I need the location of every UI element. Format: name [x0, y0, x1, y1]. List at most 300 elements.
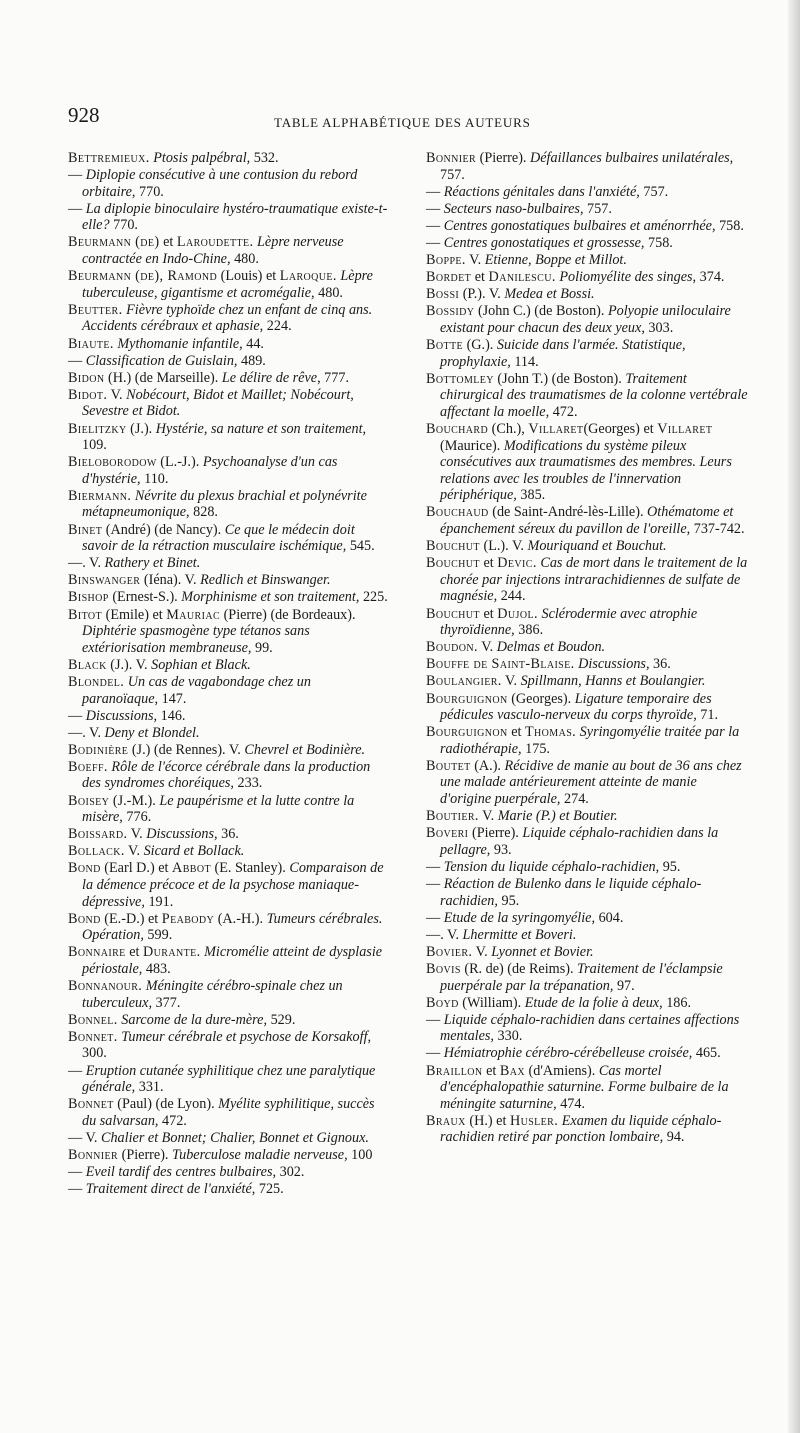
entry-ref: (Ernest-S.).	[108, 589, 182, 606]
entry-author: Biermann.	[68, 487, 132, 504]
entry-title: Cas mortel d'encéphalopathie saturnine. Forme bulbaire de la méningite saturnine,	[440, 1062, 729, 1112]
entry-ref: —	[426, 1045, 444, 1062]
entry-title: Mythomanie infantile,	[117, 335, 243, 352]
entry-author: Bonnaire	[68, 944, 126, 961]
entry-ref: et	[471, 269, 489, 286]
entry-author: Bouchut	[426, 555, 480, 572]
index-entry	[68, 843, 390, 860]
index-entry	[68, 1164, 390, 1181]
index-entry	[68, 370, 390, 387]
index-entry	[68, 944, 390, 977]
entry-page: 331.	[135, 1079, 164, 1096]
index-entry	[426, 808, 748, 825]
entry-author: Boveri	[426, 825, 469, 842]
index-entry	[426, 825, 748, 858]
entry-ref: (E.-D.) et	[100, 910, 162, 927]
entry-title: Méningite cérébro-spinale chez un tuberculeux,	[82, 978, 343, 1011]
entry-page: 828.	[189, 504, 218, 521]
entry-title: Fièvre typhoïde chez un enfant de cinq ans. Accidents cérébraux et aphasie,	[82, 301, 373, 335]
entry-title: Lyonnet et Bovier.	[491, 943, 594, 960]
entry-title: Micromélie atteint de dysplasie périostale,	[82, 944, 383, 977]
index-entry	[68, 742, 390, 759]
entry-page: (Georges) et	[583, 421, 658, 437]
entry-author: Bouffe de Saint-Blaise.	[426, 656, 575, 673]
index-entry	[68, 353, 390, 370]
index-entry	[68, 589, 390, 606]
entry-author: Bouchard	[426, 421, 489, 437]
entry-author: Boppe.	[426, 252, 466, 269]
entry-page: 483.	[142, 961, 171, 977]
index-entry	[68, 607, 390, 657]
index-entry	[68, 336, 390, 353]
entry-ref: —. V.	[68, 555, 105, 572]
entry-ref: et	[479, 605, 498, 622]
entry-title: Marie (P.) et Boutier.	[497, 808, 618, 825]
entry-author: Bonnanour.	[68, 978, 143, 995]
index-entry	[426, 421, 748, 504]
index-entry	[68, 674, 390, 707]
entry-title: Syringomyélie traitée par la radiothérapie,	[440, 724, 740, 757]
entry-title: Le délire de rêve,	[221, 369, 321, 386]
entry-ref: (Pierre).	[468, 825, 523, 842]
entry-author: Bielitzky	[68, 420, 127, 437]
index-entry	[426, 876, 748, 909]
index-entry	[426, 995, 748, 1012]
entry-title: Chevrel et Bodinière.	[244, 741, 366, 758]
entry-author: Bottomley	[426, 370, 494, 387]
running-title: TABLE ALPHABÉTIQUE DES AUTEURS	[274, 115, 531, 130]
entry-page: 110.	[140, 470, 169, 487]
entry-page: (d'Amiens).	[525, 1062, 599, 1079]
entry-page: 770.	[109, 217, 138, 234]
entry-title: Ptosis palpébral,	[153, 150, 251, 166]
index-entry	[68, 1147, 390, 1164]
index-entry	[426, 371, 748, 421]
entry-page: 472.	[549, 403, 578, 420]
entry-ref: (P.). V.	[459, 286, 505, 303]
entry-page: 330.	[493, 1028, 523, 1045]
entry-ref: (John C.) (de Boston).	[474, 303, 608, 320]
entry-page: (Pierre) (de Bordeaux).	[220, 606, 356, 623]
entry-page: 114.	[510, 353, 539, 370]
entry-coauthor: Peabody	[161, 910, 215, 927]
index-entry	[426, 555, 748, 605]
entry-author: Beutter.	[68, 301, 123, 318]
entry-page: 377.	[152, 994, 181, 1011]
entry-title: Névrite du plexus brachial et polynévrite métapneumonique,	[82, 487, 367, 521]
entry-title: Chalier et Bonnet; Chalier, Bonnet et Gignoux.	[101, 1129, 369, 1146]
entry-coauthor: Dujol.	[497, 605, 538, 622]
entry-title: Cas de mort dans le traitement de la chorée par injections intrarachidiennes de sulfate de magnésie,	[440, 555, 748, 605]
entry-page: 737-742.	[690, 521, 745, 538]
entry-ref: (J.).	[126, 420, 156, 437]
index-entry	[426, 286, 748, 303]
entry-page: 532.	[250, 150, 279, 166]
entry-page: 770.	[135, 183, 164, 200]
entry-title: Classification de Guislain,	[85, 352, 238, 369]
entry-title: Medea et Bossi.	[504, 286, 595, 303]
entry-title: Centres gonostatiques bulbaires et aménorrhée,	[443, 217, 716, 234]
entry-page: 36.	[217, 826, 239, 843]
entry-coauthor: Laroque.	[279, 268, 337, 285]
entry-title: Etienne, Boppe et Millot.	[484, 252, 627, 269]
index-entry	[426, 927, 748, 944]
entry-ref: (R. de) (de Reims).	[460, 961, 578, 977]
entry-ref: (André) (de Nancy).	[102, 521, 225, 538]
entry-author: Bonnet.	[68, 1028, 118, 1045]
entry-title: Eruption cutanée syphilitique chez une paralytique générale,	[82, 1062, 376, 1096]
index-entry	[426, 639, 748, 656]
entry-ref: —	[68, 1164, 86, 1181]
entry-page: 757.	[583, 200, 612, 217]
entry-ref: (A.).	[470, 757, 505, 774]
entry-author: Bouchaud	[426, 504, 489, 521]
entry-page: 302.	[276, 1164, 305, 1181]
entry-coauthor: Abbot	[172, 860, 211, 877]
entry-ref: —	[426, 234, 444, 251]
index-entry	[68, 978, 390, 1011]
entry-title: Poliomyélite des singes,	[555, 269, 697, 286]
entry-author: Bourguignon	[426, 724, 508, 741]
entry-title: Traitement de l'éclampsie puerpérale par la trépanation,	[440, 961, 723, 994]
index-entry	[426, 269, 748, 286]
entry-ref: (Pierre).	[118, 1147, 173, 1164]
index-entry	[68, 488, 390, 521]
entry-page: 725.	[255, 1181, 284, 1198]
entry-ref: (H.) et	[465, 1112, 510, 1129]
index-entry	[68, 708, 390, 725]
entry-title: Sarcome de la dure-mère,	[121, 1011, 268, 1028]
entry-title: Traitement direct de l'anxiété,	[85, 1181, 256, 1198]
entry-title: Secteurs naso-bulbaires,	[443, 200, 584, 217]
index-entry	[68, 1012, 390, 1029]
index-entry	[68, 454, 390, 487]
entry-ref: V.	[127, 826, 147, 843]
entry-ref: V.	[477, 639, 497, 656]
entry-title: Etude de la folie à deux,	[524, 994, 663, 1011]
entry-ref: —	[426, 183, 444, 200]
entry-author: Bonnier	[426, 150, 477, 166]
entry-page: (E. Stanley).	[210, 860, 290, 877]
index-entry	[426, 303, 748, 336]
entry-author: Bonnier	[68, 1147, 119, 1164]
entry-ref: — V.	[68, 1129, 101, 1146]
entry-coauthor: Bax	[499, 1062, 525, 1079]
entry-title: Rôle de l'écorce cérébrale dans la production des syndromes choréiques,	[82, 758, 371, 792]
entry-coauthor: Laroudette.	[176, 234, 254, 251]
entry-ref: et	[482, 1062, 500, 1079]
left-column	[68, 150, 390, 1198]
index-entry	[68, 572, 390, 589]
entry-title: Myélite syphilitique, succès du salvarsan,	[82, 1096, 375, 1129]
entry-ref: (L.). V.	[479, 538, 528, 555]
index-entry	[68, 1096, 390, 1129]
entry-coauthor: Durante.	[143, 944, 201, 961]
entry-author: Bettremieux.	[68, 150, 150, 166]
entry-coauthor: Villaret	[657, 421, 713, 437]
entry-author: Binswanger	[68, 572, 141, 589]
entry-page: 99.	[251, 639, 273, 656]
entry-author: Bordet	[426, 269, 472, 286]
entry-coauthor: Devic.	[497, 555, 537, 572]
entry-title: Delmas et Boudon.	[496, 639, 606, 656]
entry-title: Modifications du système pileux consécutives aux traumatismes des membres. Leurs relations avec les troubles de l'innervation périphérique,	[440, 437, 732, 504]
entry-ref: V.	[478, 808, 498, 825]
entry-ref: —	[68, 1181, 86, 1198]
entry-page: 480.	[230, 251, 259, 268]
index-entry	[68, 826, 390, 843]
entry-page: 244.	[497, 588, 526, 605]
entry-coauthor: Danilescu.	[488, 269, 556, 286]
index-entry	[68, 555, 390, 572]
entry-title: Redlich et Binswanger.	[200, 572, 331, 589]
entry-ref: (Iéna). V.	[140, 572, 201, 589]
entry-page: 95.	[497, 892, 520, 909]
entry-author: Bond	[68, 860, 101, 877]
entry-ref: —	[426, 1011, 444, 1028]
entry-page: 146.	[157, 707, 186, 724]
entry-ref: (William).	[458, 994, 525, 1011]
entry-ref: —	[68, 167, 86, 184]
entry-title: Rathery et Binet.	[104, 555, 201, 572]
index-entry	[426, 961, 748, 994]
entry-author: Binet	[68, 521, 103, 538]
entry-title: Mouriquand et Bouchut.	[527, 538, 667, 555]
entry-ref: —	[68, 707, 86, 724]
index-entry	[68, 268, 390, 301]
entry-title: Ligature temporaire des pédicules vasculo-nerveux du corps thyroïde,	[440, 690, 712, 724]
index-entry	[426, 150, 748, 183]
index-entry	[426, 673, 748, 690]
index-entry	[68, 1130, 390, 1147]
index-entry	[426, 235, 748, 252]
entry-page: 100	[347, 1147, 373, 1164]
entry-page: 374.	[696, 269, 725, 286]
entry-title: Récidive de manie au bout de 36 ans chez une malade antérieurement atteinte de manie d'origine puerpérale,	[440, 757, 742, 808]
entry-ref: (Pierre).	[476, 150, 531, 166]
entry-author: Bonnel.	[68, 1011, 118, 1028]
entry-page: 777.	[320, 369, 349, 386]
entry-author: Bourguignon	[426, 690, 508, 707]
index-entry	[68, 150, 390, 167]
entry-author: Boissard.	[68, 826, 128, 843]
entry-title: Nobécourt, Bidot et Maillet; Nobécourt, Sevestre et Bidot.	[82, 386, 354, 420]
entry-author: Boutier.	[426, 808, 479, 825]
index-entry	[426, 218, 748, 235]
index-entry	[426, 337, 748, 370]
entry-page: 758.	[715, 217, 744, 234]
entry-title: Comparaison de la démence précoce et de la psychose maniaque-dépressive,	[82, 860, 384, 910]
entry-page: 97.	[613, 977, 635, 994]
index-entry	[426, 1113, 748, 1146]
entry-ref: et	[507, 724, 525, 741]
entry-page: 480.	[314, 284, 343, 301]
index-entry	[68, 234, 390, 267]
entry-author: Bieloborodow	[68, 454, 157, 471]
entry-coauthor: Mauriac	[166, 606, 221, 623]
index-entry	[426, 1012, 748, 1045]
entry-page: 385.	[516, 487, 546, 504]
index-entry	[68, 793, 390, 826]
entry-title: Tuberculose maladie nerveuse,	[172, 1147, 348, 1164]
entry-ref: V.	[465, 252, 485, 269]
entry-title: Liquide céphalo-rachidien dans certaines affections mentales,	[440, 1011, 740, 1045]
entry-page: 776.	[122, 809, 152, 826]
entry-title: Hémiatrophie cérébro-cérébelleuse croisée,	[443, 1045, 693, 1062]
index-entry	[426, 910, 748, 927]
entry-page: 147.	[158, 690, 187, 707]
index-entry	[426, 1063, 748, 1113]
entry-title: Psychoanalyse d'un cas d'hystérie,	[82, 454, 338, 487]
entry-title: Discussions,	[578, 656, 650, 673]
page-edge-shadow	[788, 0, 800, 1433]
entry-coauthor: Husler.	[509, 1112, 559, 1129]
entry-page: (A.-H.).	[214, 910, 267, 927]
entry-page: 95.	[659, 858, 681, 875]
index-entry	[68, 421, 390, 454]
entry-ref: (J.) (de Rennes). V.	[128, 741, 245, 758]
entry-page: 274.	[560, 791, 589, 808]
entry-title: Centres gonostatiques et grossesse,	[443, 234, 645, 251]
entry-ref: (J.). V.	[106, 656, 152, 673]
entry-title: Deny et Blondel.	[104, 724, 200, 741]
entry-ref: —. V.	[68, 724, 105, 741]
entry-title: Défaillances bulbaires unilatérales,	[530, 150, 734, 166]
entry-title: Sclérodermie avec atrophie thyroïdienne,	[440, 605, 698, 639]
entry-title: Le paupérisme et la lutte contre la misère,	[82, 792, 355, 826]
entry-page: 599.	[143, 927, 173, 944]
entry-author: Bossidy	[426, 303, 475, 320]
entry-page: 225.	[359, 589, 388, 606]
entry-author: Botte	[426, 337, 464, 354]
index-entry	[426, 252, 748, 269]
entry-ref: V.	[107, 386, 127, 403]
entry-ref: et	[479, 555, 498, 572]
entry-author: Bovis	[426, 961, 461, 977]
entry-page: 175.	[521, 740, 550, 757]
entry-title: Suicide dans l'armée. Statistique, prophylaxie,	[440, 337, 686, 370]
entry-page: 386.	[514, 622, 544, 639]
entry-ref: et	[125, 944, 144, 961]
index-entry	[426, 504, 748, 537]
entry-author: Black	[68, 656, 107, 673]
entry-ref: —	[426, 217, 444, 234]
entry-title: Sophian et Black.	[151, 656, 251, 673]
entry-coauthor: Villaret	[528, 421, 584, 437]
entry-page: 93.	[490, 841, 512, 858]
page-number: 928	[68, 103, 100, 127]
entry-page: 474.	[556, 1095, 586, 1112]
entry-title: Diphtérie spasmogène type tétanos sans extériorisation membraneuse,	[82, 623, 310, 656]
index-entry	[426, 538, 748, 555]
entry-ref: —	[426, 200, 444, 217]
entry-page: 109.	[82, 437, 107, 454]
entry-page: 465.	[692, 1045, 721, 1062]
entry-page: 94.	[663, 1129, 685, 1146]
entry-page: 36.	[649, 656, 671, 673]
entry-ref: —	[68, 200, 86, 217]
index-entry	[68, 725, 390, 742]
index-entry	[68, 167, 390, 200]
entry-title: Morphinisme et son traitement,	[181, 589, 360, 606]
entry-title: Tumeur cérébrale et psychose de Korsakoff,	[121, 1028, 372, 1045]
entry-ref: (Louis) et	[217, 268, 280, 285]
entry-author: Beurmann (de), Ramond	[68, 268, 218, 285]
entry-title: La diplopie binoculaire hystéro-traumatique existe-t-elle?	[82, 200, 388, 234]
index-entry	[426, 691, 748, 724]
entry-page: 472.	[158, 1112, 187, 1129]
entry-title: Sicard et Bollack.	[143, 843, 245, 860]
entry-title: Lhermitte et Boveri.	[462, 926, 577, 943]
index-entry	[426, 758, 748, 808]
index-entry	[68, 201, 390, 234]
entry-ref: (Emile) et	[102, 606, 167, 623]
entry-page: 489.	[237, 352, 266, 369]
entry-page: 71.	[696, 707, 719, 724]
entry-ref: —	[426, 858, 444, 875]
entry-ref: V.	[124, 843, 144, 860]
index-entry	[426, 944, 748, 961]
entry-author: Bitot	[68, 606, 103, 623]
entry-author: Boyd	[426, 994, 459, 1011]
entry-page: 191.	[144, 893, 174, 910]
entry-author: Bidot.	[68, 386, 108, 403]
entry-title: Discussions,	[85, 707, 158, 724]
entry-author: Boeff.	[68, 758, 108, 775]
entry-title: Traitement chirurgical des traumatismes de la colonne vertébrale affectant la moelle,	[440, 370, 748, 420]
entry-ref: (de Saint-André-lès-Lille).	[488, 504, 648, 521]
entry-page: 604.	[595, 909, 624, 926]
entry-title: Diplopie consécutive à une contusion du rebord orbitaire,	[82, 167, 358, 200]
entry-ref: —	[68, 1062, 86, 1079]
entry-title: Othématome et épanchement séreux du pavillon de l'oreille,	[440, 504, 734, 538]
entry-coauthor: Thomas.	[524, 724, 577, 741]
entry-title: Polyopie uniloculaire existant pour chacun des deux yeux,	[440, 303, 731, 336]
entry-ref: (J.-M.).	[109, 792, 160, 809]
entry-author: Bodinière	[68, 741, 129, 758]
entry-author: Braillon	[426, 1062, 483, 1079]
index-entry	[68, 387, 390, 420]
entry-author: Blondel.	[68, 673, 125, 690]
index-entry	[426, 656, 748, 673]
index-entry	[68, 759, 390, 792]
entry-author: Bovier.	[426, 943, 473, 960]
entry-title: Ce que le médecin doit savoir de la rétraction musculaire ischémique,	[82, 521, 355, 555]
entry-author: Boulangier.	[426, 673, 502, 690]
right-column	[426, 150, 748, 1147]
entry-title: Réactions génitales dans l'anxiété,	[443, 183, 640, 200]
index-entry	[68, 1029, 390, 1062]
entry-title: Un cas de vagabondage chez un paranoïaque,	[82, 673, 311, 707]
index-entry	[426, 724, 748, 757]
entry-author: Bouchut	[426, 538, 480, 555]
entry-ref: (Georges).	[507, 690, 575, 707]
entry-author: Beurmann (de)	[68, 234, 160, 251]
entry-page: 757.	[639, 183, 669, 200]
index-entry	[68, 860, 390, 910]
entry-ref: (Ch.),	[488, 421, 529, 437]
index-entry	[426, 606, 748, 639]
entry-title: Liquide céphalo-rachidien dans la pellagre,	[440, 825, 719, 858]
entry-ref: (John T.) (de Boston).	[493, 370, 626, 387]
entry-page: 529.	[267, 1011, 296, 1028]
entry-author: Boudon.	[426, 639, 478, 656]
entry-ref: et	[159, 234, 177, 251]
entry-ref: (Paul) (de Lyon).	[113, 1096, 219, 1113]
entry-author: Bonnet	[68, 1096, 114, 1113]
entry-ref: (Maurice).	[440, 437, 504, 454]
entry-ref: (L.-J.).	[156, 454, 203, 471]
